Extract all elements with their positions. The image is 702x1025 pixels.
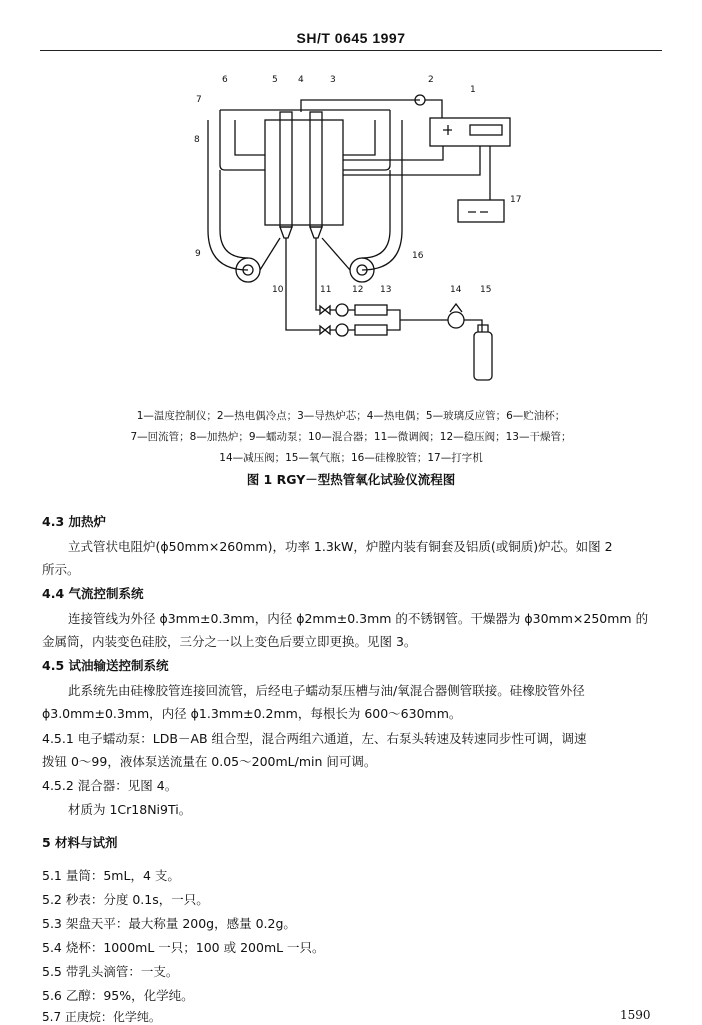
list-item: 5.1 量筒：5mL，4 支。	[42, 868, 180, 883]
needle-valve-upper	[320, 306, 330, 314]
section-heading: 4.5 试油输送控制系统	[42, 658, 169, 673]
list-item: 5.4 烧杯：1000mL 一只；100 或 200mL 一只。	[42, 940, 325, 955]
flow-diagram	[180, 70, 540, 400]
oxygen-cylinder	[474, 332, 492, 380]
return-tube-left	[208, 120, 248, 270]
callout-13: 13	[380, 285, 392, 295]
list-item: 5.5 带乳头滴管：一支。	[42, 964, 179, 979]
body-text: 所示。	[42, 562, 80, 577]
body-text: 4.5.1 电子蠕动泵：LDB－AB 组合型，混合两组六通道，左、右泵头转速及转速同步性可调，调速	[42, 731, 587, 746]
printer	[458, 200, 504, 222]
body-text: 连接管线为外径 ϕ3mm±0.3mm，内径 ϕ2mm±0.3mm 的不锈钢管。干燥器为 ϕ30mm×250mm 的	[68, 611, 649, 626]
callout-8: 8	[194, 135, 200, 145]
mixer-right	[310, 227, 322, 238]
body-text: ϕ3.0mm±0.3mm，内径 ϕ1.3mm±0.2mm，每根长为 600～630mm。	[42, 706, 462, 721]
callout-2: 2	[428, 75, 434, 85]
silicone-tube-right	[362, 120, 402, 270]
reaction-tube-left	[280, 112, 292, 227]
list-item: 5.7 正庚烷：化学纯。	[42, 1010, 161, 1024]
figure-legend-line: 7—回流管；8—加热炉；9—蠕动泵；10—混合器；11—微调阀；12—稳压阀；13—干燥管；	[130, 431, 572, 443]
heating-furnace	[265, 120, 343, 225]
section-heading: 5 材料与试剂	[42, 835, 118, 850]
figure-legend-line: 1—温度控制仪；2—热电偶冷点；3—导热炉芯；4—热电偶；5—玻璃反应管；6—贮油杯；	[136, 410, 566, 422]
drying-tube-lower	[355, 325, 387, 335]
body-text: 此系统先由硅橡胶管连接回流管，后经电子蠕动泵压槽与油/氧混合器侧管联接。硅橡胶管外径	[68, 683, 585, 698]
oil-cup-right	[343, 120, 390, 170]
callout-3: 3	[330, 75, 336, 85]
callout-1: 1	[470, 85, 476, 95]
section-heading: 4.4 气流控制系统	[42, 586, 144, 601]
callout-6: 6	[222, 75, 228, 85]
figure-caption: 图 1 RGY－型热管氧化试验仪流程图	[246, 472, 456, 487]
header-rule	[40, 50, 662, 51]
list-item: 5.2 秒表：分度 0.1s，一只。	[42, 892, 209, 907]
body-text: 4.5.2 混合器：见图 4。	[42, 778, 178, 793]
page-header: SH/T 0645 1997	[296, 30, 406, 46]
callout-10: 10	[272, 285, 284, 295]
callout-9: 9	[195, 249, 201, 259]
body-text: 金属筒，内装变色硅胶，三分之一以上变色后要立即更换。见图 3。	[42, 634, 417, 649]
section-heading: 4.3 加热炉	[42, 514, 106, 529]
reaction-tube-right	[310, 112, 322, 227]
callout-15: 15	[480, 285, 492, 295]
list-item: 5.3 架盘天平：最大称量 200g，感量 0.2g。	[42, 916, 296, 931]
list-item: 5.6 乙醇：95%，化学纯。	[42, 988, 194, 1003]
needle-valve-lower	[320, 326, 330, 334]
mixer-left	[280, 227, 292, 238]
callout-11: 11	[320, 285, 332, 295]
body-text: 拨钮 0～99，液体泵送流量在 0.05～200mL/min 间可调。	[42, 754, 377, 769]
figure-legend-line: 14—减压阀；15—氧气瓶；16—硅橡胶管；17—打字机	[219, 452, 483, 464]
pressure-regulator-upper	[336, 304, 348, 316]
page-number: 1590	[620, 1008, 651, 1022]
body-text: 立式管状电阻炉(ϕ50mm×260mm)，功率 1.3kW，炉膛内装有铜套及铝质(或铜质)炉芯。如图 2	[68, 539, 613, 554]
figure-labels	[194, 75, 521, 295]
callout-17: 17	[510, 195, 522, 205]
pressure-reducing-valve	[448, 312, 464, 328]
callout-16: 16	[412, 251, 424, 261]
callout-7: 7	[196, 95, 202, 105]
oil-cup-left	[220, 120, 265, 170]
callout-12: 12	[352, 285, 364, 295]
pressure-regulator-lower	[336, 324, 348, 336]
callout-14: 14	[450, 285, 462, 295]
body-text: 材质为 1Cr18Ni9Ti。	[68, 802, 192, 817]
callout-4: 4	[298, 75, 304, 85]
drying-tube-upper	[355, 305, 387, 315]
callout-5: 5	[272, 75, 278, 85]
